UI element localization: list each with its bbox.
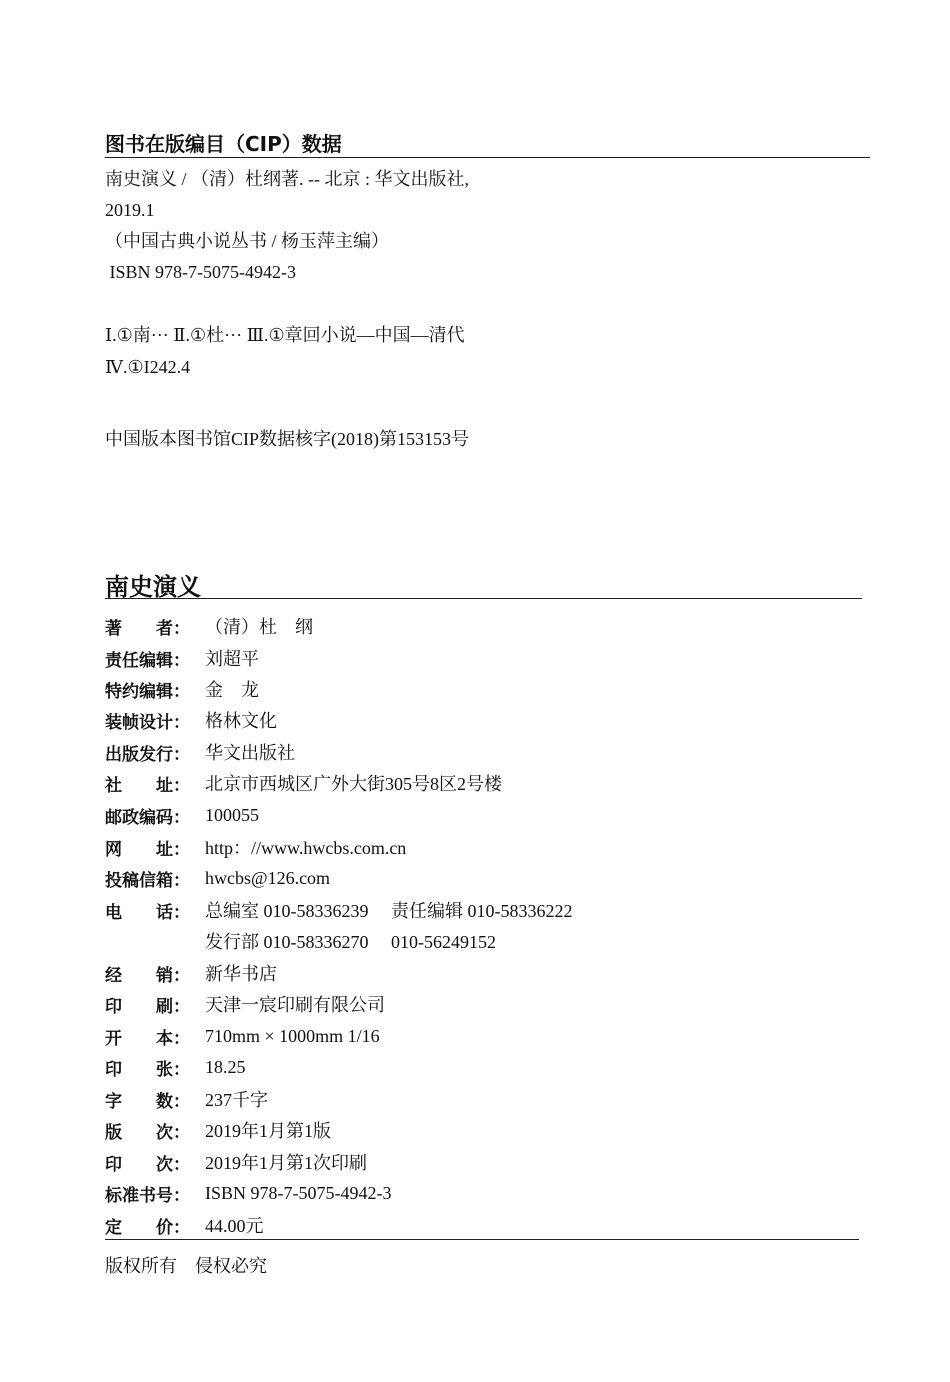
info-value: 发行部 010-58336270 010-56249152 xyxy=(205,932,496,952)
info-value: 237千字 xyxy=(205,1090,268,1110)
info-value: 天津一宸印刷有限公司 xyxy=(205,995,385,1015)
info-label: 经 销： xyxy=(105,965,190,986)
info-label: 印 次： xyxy=(105,1154,190,1175)
info-value: 总编室 010-58336239 责任编辑 010-58336222 xyxy=(205,901,573,921)
info-row xyxy=(105,929,496,953)
info-value: 新华书店 xyxy=(205,964,277,984)
info-value: （清）杜 纲 xyxy=(205,617,313,637)
info-value: 2019年1月第1版 xyxy=(205,1121,331,1141)
info-value: 华文出版社 xyxy=(205,743,295,763)
info-row xyxy=(105,992,385,1016)
info-label: 装帧设计： xyxy=(105,712,190,733)
info-label: 版 次： xyxy=(105,1122,190,1143)
info-label: 字 数： xyxy=(105,1091,190,1112)
info-row xyxy=(105,835,406,859)
info-row xyxy=(105,708,277,732)
info-label: 标准书号： xyxy=(105,1185,190,1206)
info-row xyxy=(105,803,259,827)
info-label: 特约编辑： xyxy=(105,681,190,702)
info-row xyxy=(105,866,330,890)
cip-classification: Ⅰ.①南··· Ⅱ.①杜··· Ⅲ.①章回小说—中国—清代 xyxy=(105,325,465,345)
info-row xyxy=(105,961,277,985)
cip-line: 南史演义 / （清）杜纲著. -- 北京 : 华文出版社, xyxy=(105,169,469,189)
cip-line: 2019.1 xyxy=(105,200,155,220)
info-label: 社 址： xyxy=(105,775,190,796)
info-row xyxy=(105,898,573,922)
info-label: 开 本： xyxy=(105,1028,190,1049)
cip-classification: Ⅳ.①I242.4 xyxy=(105,357,191,377)
info-label: 著 者： xyxy=(105,618,190,639)
info-label: 出版发行： xyxy=(105,744,190,765)
cip-rule xyxy=(105,157,870,158)
info-row xyxy=(105,1150,367,1174)
info-label: 网 址： xyxy=(105,839,190,860)
info-value: hwcbs@126.com xyxy=(205,867,331,888)
info-value: ISBN 978-7-5075-4942-3 xyxy=(205,1182,392,1203)
info-value: 格林文化 xyxy=(205,711,277,731)
info-row xyxy=(105,1087,268,1111)
info-value: 18.25 xyxy=(205,1056,246,1077)
title-rule xyxy=(105,598,862,599)
info-value: 北京市西城区广外大街305号8区2号楼 xyxy=(205,774,502,794)
info-value: 44.00元 xyxy=(205,1216,264,1236)
book-title: 南史演义 xyxy=(105,573,201,601)
info-row xyxy=(105,1118,331,1142)
info-row xyxy=(105,677,259,701)
info-value: http：//www.hwcbs.com.cn xyxy=(205,838,407,858)
info-label: 投稿信箱： xyxy=(105,870,190,891)
info-row xyxy=(105,1213,264,1237)
info-value: 刘超平 xyxy=(205,649,259,669)
bottom-rule xyxy=(105,1239,859,1240)
info-value: 710mm × 1000mm 1/16 xyxy=(205,1025,380,1046)
cip-heading: 图书在版编目（CIP）数据 xyxy=(105,132,342,156)
cip-record-number: 中国版本图书馆CIP数据核字(2018)第153153号 xyxy=(105,429,469,449)
info-label: 定 价： xyxy=(105,1217,190,1238)
info-label: 邮政编码： xyxy=(105,807,190,828)
info-row xyxy=(105,771,502,795)
info-row xyxy=(105,646,259,670)
cip-line: ISBN 978-7-5075-4942-3 xyxy=(105,262,296,282)
info-label: 印 张： xyxy=(105,1059,190,1080)
cip-line: （中国古典小说丛书 / 杨玉萍主编） xyxy=(105,231,389,251)
info-row xyxy=(105,1055,246,1079)
copyright-notice: 版权所有 侵权必究 xyxy=(105,1256,267,1276)
info-label: 电 话： xyxy=(105,902,190,923)
info-value: 2019年1月第1次印刷 xyxy=(205,1153,367,1173)
info-row xyxy=(105,1024,380,1048)
info-row xyxy=(105,1181,392,1205)
info-label: 印 刷： xyxy=(105,996,190,1017)
info-label: 责任编辑： xyxy=(105,650,190,671)
info-value: 100055 xyxy=(205,804,259,825)
info-value: 金 龙 xyxy=(205,680,259,700)
info-row xyxy=(105,740,295,764)
info-row xyxy=(105,614,313,638)
